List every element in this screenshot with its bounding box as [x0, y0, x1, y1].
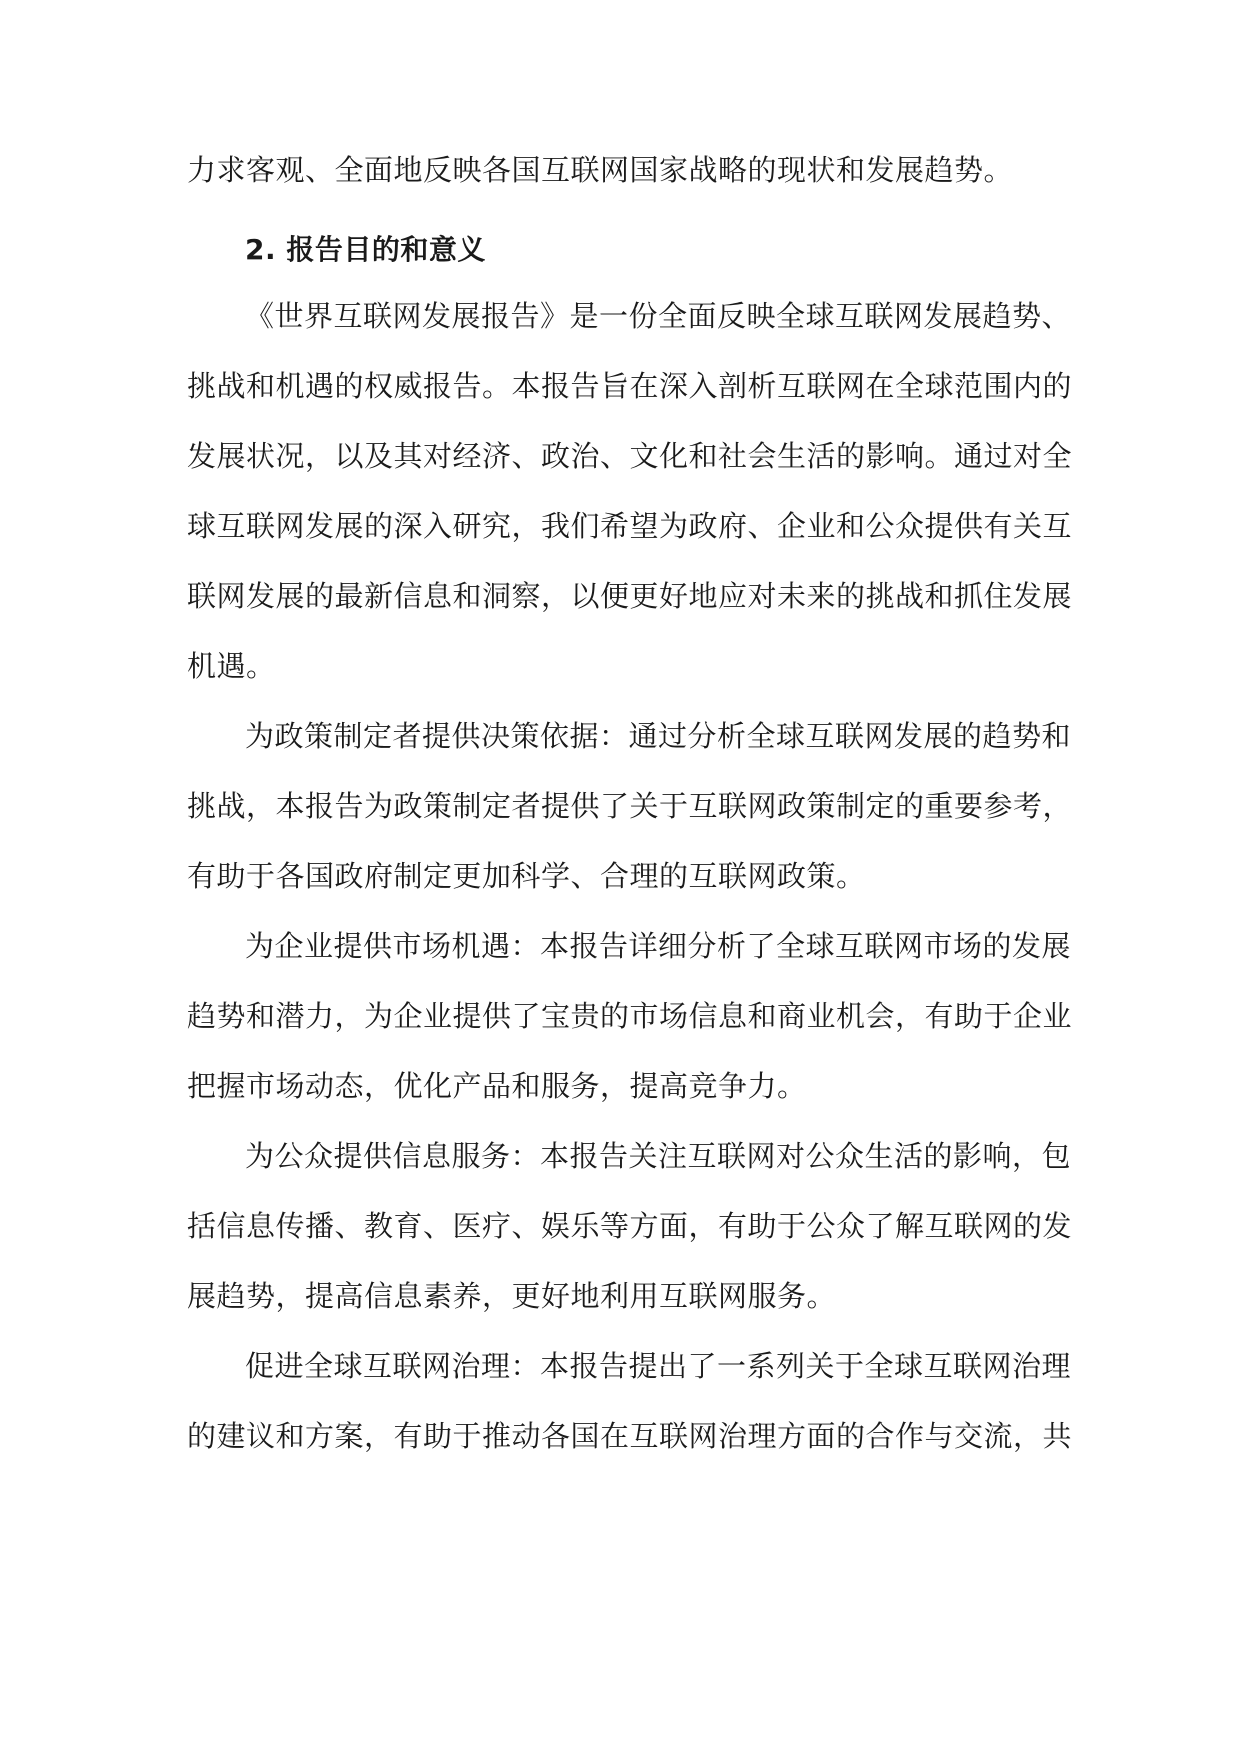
paragraph-line: 促进全球互联网治理：本报告提出了一系列关于全球互联网治理 — [245, 1349, 1072, 1383]
paragraph-line: 的建议和方案，有助于推动各国在互联网治理方面的合作与交流，共 — [187, 1419, 1073, 1453]
body-text-line: 力求客观、全面地反映各国互联网国家战略的现状和发展趋势。 — [187, 153, 1014, 187]
paragraph-line: 有助于各国政府制定更加科学、合理的互联网政策。 — [187, 859, 866, 893]
paragraph-line: 联网发展的最新信息和洞察，以便更好地应对未来的挑战和抓住发展 — [187, 579, 1073, 613]
paragraph-line: 挑战，本报告为政策制定者提供了关于互联网政策制定的重要参考， — [187, 789, 1073, 823]
paragraph-line: 机遇。 — [187, 649, 276, 683]
section-heading: 2. 报告目的和意义 — [245, 233, 486, 266]
paragraph-line: 为企业提供市场机遇：本报告详细分析了全球互联网市场的发展 — [245, 929, 1072, 963]
paragraph-line: 趋势和潜力，为企业提供了宝贵的市场信息和商业机会，有助于企业 — [187, 999, 1073, 1033]
paragraph-line: 发展状况，以及其对经济、政治、文化和社会生活的影响。通过对全 — [187, 439, 1073, 473]
paragraph-line: 为政策制定者提供决策依据：通过分析全球互联网发展的趋势和 — [245, 719, 1072, 753]
paragraph-line: 挑战和机遇的权威报告。本报告旨在深入剖析互联网在全球范围内的 — [187, 369, 1073, 403]
paragraph-line: 《世界互联网发展报告》是一份全面反映全球互联网发展趋势、 — [245, 299, 1072, 333]
paragraph-line: 把握市场动态，优化产品和服务，提高竞争力。 — [187, 1069, 807, 1103]
paragraph-line: 括信息传播、教育、医疗、娱乐等方面，有助于公众了解互联网的发 — [187, 1209, 1073, 1243]
paragraph-line: 展趋势，提高信息素养，更好地利用互联网服务。 — [187, 1279, 837, 1313]
paragraph-line: 为公众提供信息服务：本报告关注互联网对公众生活的影响，包 — [245, 1139, 1072, 1173]
paragraph-line: 球互联网发展的深入研究，我们希望为政府、企业和公众提供有关互 — [187, 509, 1073, 543]
